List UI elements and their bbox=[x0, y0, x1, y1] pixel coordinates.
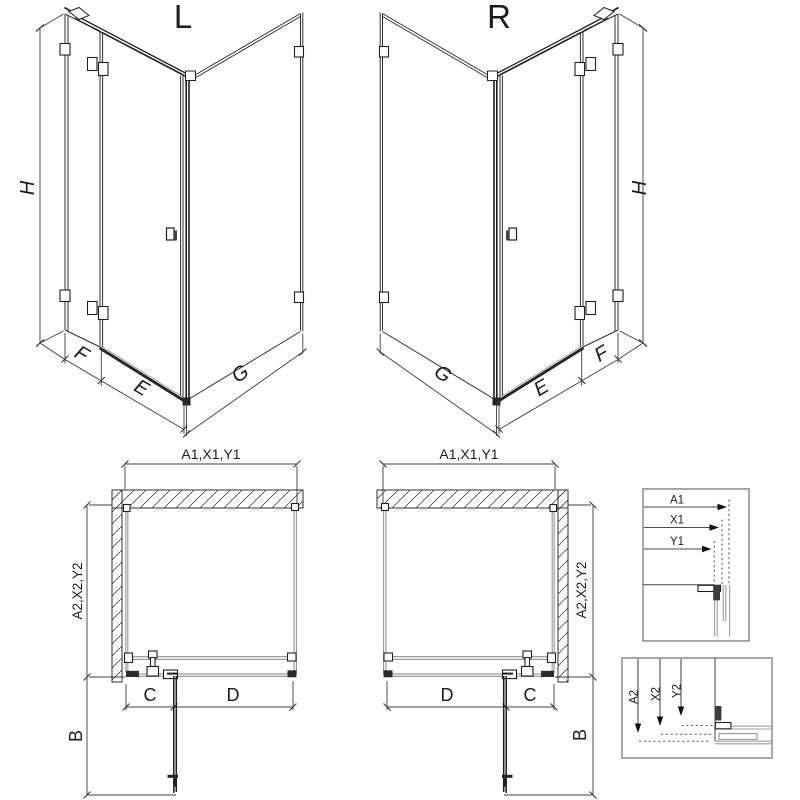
iso-left-dim-g: G bbox=[227, 360, 254, 388]
plan-left-dim-d: D bbox=[226, 685, 240, 705]
plan-right-walls bbox=[377, 490, 568, 682]
detail-depth-label-a2: A2 bbox=[628, 689, 641, 705]
plan-left-dim-c: C bbox=[143, 685, 157, 705]
iso-left-dim-e: E bbox=[130, 375, 153, 401]
plan-right-dim-top: A1,X1,Y1 bbox=[439, 446, 499, 462]
iso-right-geometry bbox=[377, 8, 647, 438]
detail-width-label-y1: Y1 bbox=[669, 536, 685, 548]
plan-right-dim-d: D bbox=[440, 685, 454, 705]
variant-label-right: R bbox=[487, 0, 511, 35]
plan-left-dim-side: A2,X2,Y2 bbox=[70, 562, 85, 620]
iso-left-geometry bbox=[36, 8, 306, 438]
iso-right-dim-h: H bbox=[629, 180, 651, 196]
plan-right-dim-c: C bbox=[523, 685, 537, 705]
plan-right-dim-side: A2,X2,Y2 bbox=[574, 561, 589, 619]
iso-right-dim-g: G bbox=[429, 360, 456, 388]
iso-left-dim-h: H bbox=[17, 180, 39, 196]
detail-depth-label-y2: Y2 bbox=[671, 683, 684, 699]
detail-width-box bbox=[643, 489, 749, 641]
detail-width-label-a1: A1 bbox=[669, 494, 685, 507]
detail-width-label-x1: X1 bbox=[669, 514, 685, 527]
iso-right-dim-e: E bbox=[530, 375, 553, 401]
iso-left-dim-f: F bbox=[70, 341, 93, 367]
plan-left-walls bbox=[112, 490, 303, 682]
detail-depth-label-x2: X2 bbox=[650, 686, 663, 702]
plan-left-dim-top: A1,X1,Y1 bbox=[181, 446, 241, 462]
detail-depth-box bbox=[622, 658, 772, 758]
plan-right-dim-b: B bbox=[570, 728, 590, 742]
iso-right-dim-f: F bbox=[590, 341, 613, 367]
plan-left-dim-b: B bbox=[66, 729, 86, 743]
variant-label-left: L bbox=[173, 0, 193, 35]
